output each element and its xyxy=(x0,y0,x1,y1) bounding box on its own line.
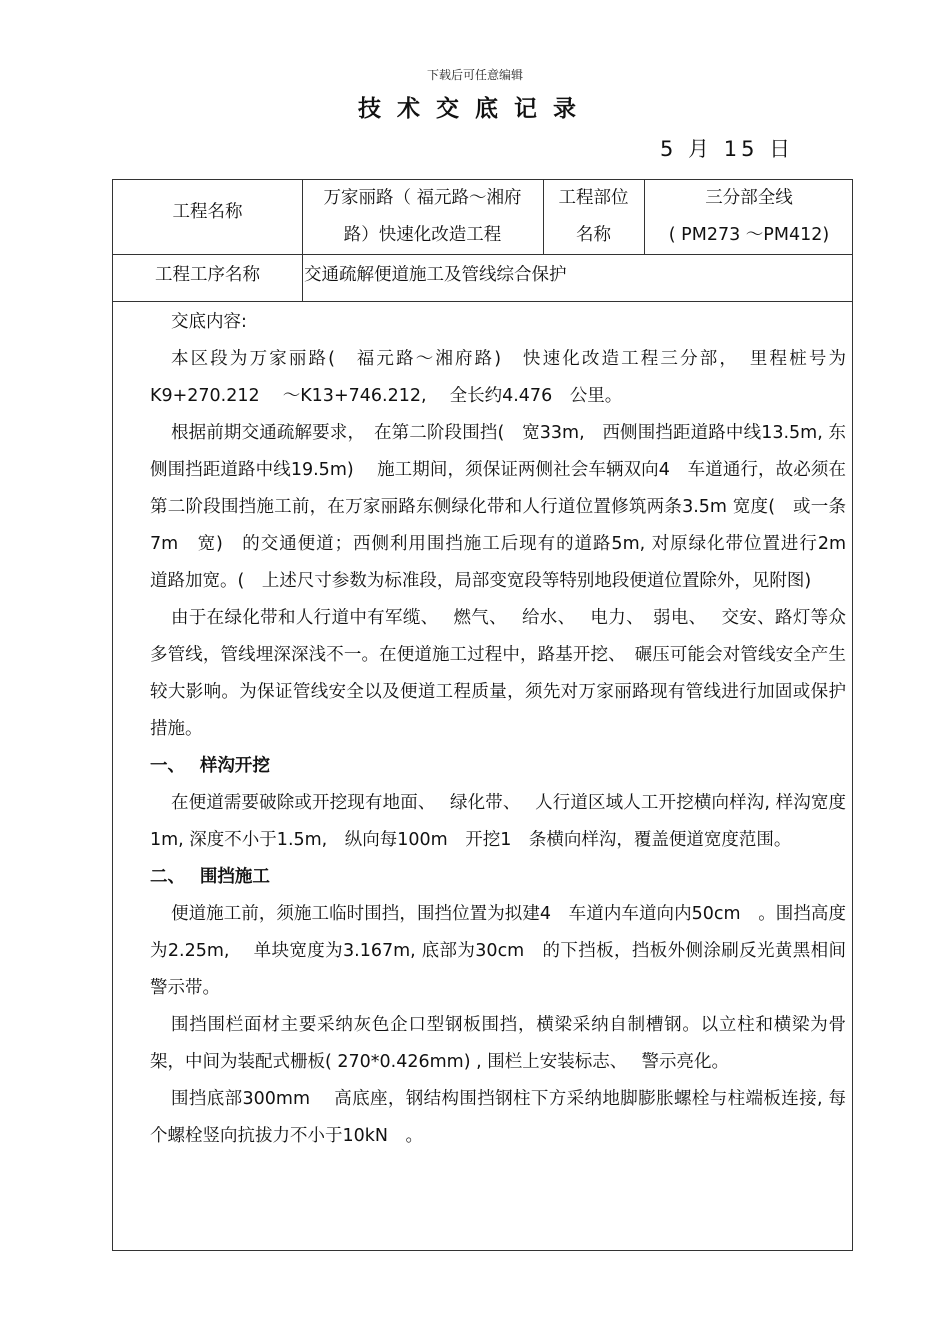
dept-label-line-1: 工程部位 xyxy=(558,188,629,208)
project-name-line-1: 万家丽路（ 福元路～湘府 xyxy=(323,188,522,208)
row-divider-2 xyxy=(113,301,852,302)
dept-value xyxy=(644,180,854,254)
content-paragraph-1: 本区段为万家丽路( 福元路～湘府路) 快速化改造工程三分部， 里程桩号为 K9+270.212 ～K13+746.212, 全长约4.476 公里。 xyxy=(150,349,846,406)
content-paragraph-7: 围挡底部300mm 高底座，钢结构围挡钢柱下方采纳地脚膨胀螺栓与柱端板连接, 每个螺栓竖向抗拔力不小于10kN 。 xyxy=(150,1089,846,1146)
process-value: 交通疏解便道施工及管线综合保护 xyxy=(304,265,567,285)
dept-value-line-2: ( PM273 ～PM412) xyxy=(668,225,830,245)
section-heading-1: 一、 样沟开挖 xyxy=(150,756,270,776)
section-heading-2: 二、 围挡施工 xyxy=(150,867,270,887)
dept-label-line-2: 名称 xyxy=(576,225,611,245)
record-table xyxy=(112,179,864,1251)
content-paragraph-4: 在便道需要破除或开挖现有地面、 绿化带、 人行道区域人工开挖横向样沟, 样沟宽度1m, 深度不小于1.5m, 纵向每100m 开挖1 条横向样沟，覆盖便道宽度范围。 xyxy=(150,793,846,850)
disclosure-content xyxy=(150,304,864,1155)
project-name-value xyxy=(302,180,543,254)
content-paragraph-3: 由于在绿化带和人行道中有军缆、 燃气、 给水、 电力、 弱电、 交安、路灯等众多管线，管线埋深深浅不一。在便道施工过程中，路基开挖、 碾压可能会对管线安全产生较大影响。为保证管线安全以及便道工程质量，须先对万家丽路现有管线进行加固或保护措施。 xyxy=(150,608,846,739)
content-paragraph-6: 围挡围栏面材主要采纳灰色企口型钢板围挡，横梁采纳自制槽钢。以立柱和横梁为骨架，中间为装配式栅板( 270*0.426mm) , 围栏上安装标志、 警示亮化。 xyxy=(150,1015,846,1072)
document-title: 技术交底记录 xyxy=(358,96,592,122)
project-name-line-2: 路）快速化改造工程 xyxy=(343,225,502,245)
project-name-label: 工程名称 xyxy=(172,202,243,222)
content-paragraph-5: 便道施工前，须施工临时围挡，围挡位置为拟建4 车道内车道向内50cm 。围挡高度为2.25m, 单块宽度为3.167m, 底部为30cm 的下挡板，挡板外侧涂刷反光黄黑相间警示带。 xyxy=(150,904,846,998)
content-paragraph-2: 根据前期交通疏解要求， 在第二阶段围挡( 宽33m, 西侧围挡距道路中线13.5m, 东侧围挡距道路中线19.5m) 施工期间，须保证两侧社会车辆双向4 车道通行，故必须在第二阶段围挡施工前，在万家丽路东侧绿化带和人行道位置修筑两条3.5m 宽度( 或一条7m 宽) 的交通便道；西侧利用围挡施工后现有的道路5m, 对原绿化带位置进行2m 道路加宽。( 上述尺寸参数为标准段，局部变宽段等特别地段便道位置除外，见附图) xyxy=(150,423,864,591)
dept-label xyxy=(543,180,644,254)
watermark-text: 下载后可任意编辑 xyxy=(426,68,523,82)
content-intro-label: 交底内容: xyxy=(171,312,247,332)
dept-value-line-1: 三分部全线 xyxy=(705,188,793,208)
process-label: 工程工序名称 xyxy=(155,265,260,285)
document-date: 5 月 15 日 xyxy=(660,137,795,161)
row-divider-1 xyxy=(113,254,852,255)
